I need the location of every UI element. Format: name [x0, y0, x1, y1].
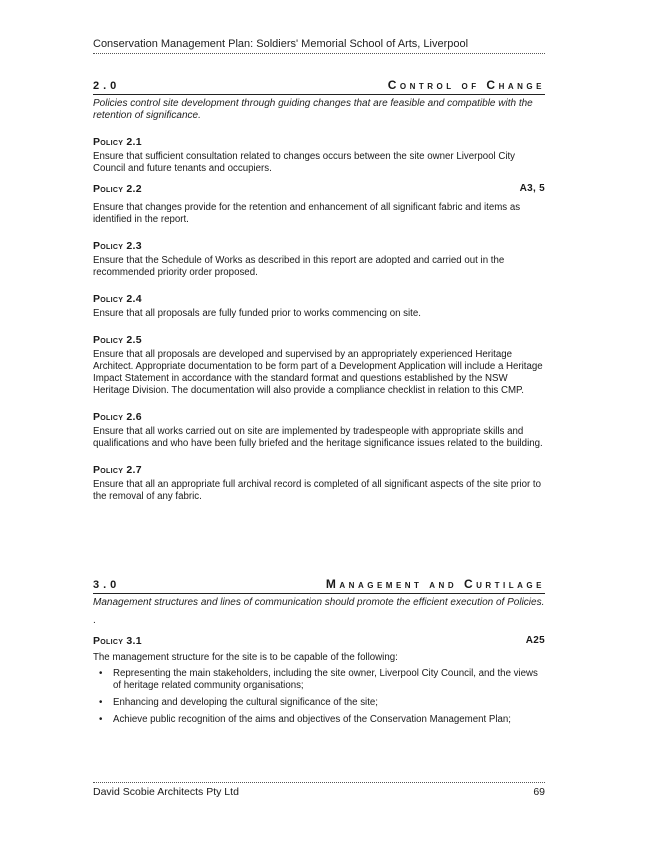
policy-block — [93, 136, 545, 175]
policy-title: Policy 2.5 — [93, 334, 142, 346]
policy-title: Policy 2.1 — [93, 136, 142, 148]
policy-ref: A3, 5 — [519, 183, 545, 194]
section-number: 2.0 — [93, 80, 121, 92]
footer-company: David Scobie Architects Pty Ltd — [93, 786, 239, 798]
policy-block — [93, 635, 545, 726]
policy-block — [93, 293, 545, 320]
section-intro: Policies control site development through guiding changes that are feasible and compatible with the retention of significance. — [93, 98, 533, 121]
page-footer — [93, 782, 545, 798]
policy-title: Policy 3.1 — [93, 635, 142, 647]
policy-text: The management structure for the site is to be capable of the following: — [93, 652, 398, 663]
section-number: 3.0 — [93, 579, 121, 591]
policy-title: Policy 2.7 — [93, 464, 142, 476]
section-management-and-curtilage — [93, 577, 545, 731]
page-number: 69 — [533, 786, 545, 798]
section-heading — [93, 577, 545, 594]
bullet-icon: • — [99, 714, 103, 725]
policy-text: Ensure that all an appropriate full archival record is completed of all significant aspects of the site prior to the removal of any fabric. — [93, 479, 542, 502]
policy-text: Ensure that all works carried out on site are implemented by tradespeople with appropriate skills and qualifications and who have been fully briefed and the heritage significance issues related to the building. — [93, 426, 543, 449]
policy-block — [93, 334, 545, 397]
policy-text: Ensure that all proposals are fully funded prior to works commencing on site. — [93, 308, 421, 319]
running-header: Conservation Management Plan: Soldiers' Memorial School of Arts, Liverpool — [93, 38, 545, 54]
section-title: Control of Change — [387, 78, 545, 92]
policy-text: Ensure that changes provide for the retention and enhancement of all significant fabric and items as identified in the report. — [93, 202, 521, 225]
policy-title: Policy 2.6 — [93, 411, 142, 423]
bullet-list — [93, 668, 545, 726]
policy-title: Policy 2.4 — [93, 293, 142, 305]
policy-title: Policy 2.3 — [93, 240, 142, 252]
stray-mark: . — [93, 615, 96, 626]
policy-block — [93, 464, 545, 503]
list-item: • Representing the main stakeholders, including the site owner, Liverpool City Council, and the views of heritage related community organisations; — [99, 668, 538, 691]
bullet-icon: • — [99, 668, 103, 679]
policy-block — [93, 240, 545, 279]
list-item: • Achieve public recognition of the aims and objectives of the Conservation Management Plan; — [99, 714, 511, 725]
bullet-icon: • — [99, 697, 103, 708]
section-heading — [93, 78, 545, 95]
policy-ref: A25 — [525, 635, 545, 646]
section-intro: Management structures and lines of communication should promote the efficient execution of Policies. — [93, 597, 545, 608]
policy-text: Ensure that the Schedule of Works as described in this report are adopted and carried out in the recommended priority order proposed. — [93, 255, 505, 278]
policy-block — [93, 411, 545, 450]
policy-title: Policy 2.2 — [93, 183, 142, 195]
section-control-of-change — [93, 78, 545, 503]
policy-block — [93, 183, 545, 226]
policy-text: Ensure that sufficient consultation related to changes occurs between the site owner Liverpool City Council and future tenants and occupiers. — [93, 151, 516, 174]
section-title: Management and Curtilage — [325, 577, 545, 591]
policy-text: Ensure that all proposals are developed and supervised by an appropriately experienced Heritage Architect. Appropriate documentation to be form part of a Development Application will include a Heritage Impact Statement in accordance with the standard format and questions established by the NSW Heritage Division. The documentation will also provide a compliance checklist in relation to this CMP. — [93, 349, 543, 396]
list-item: • Enhancing and developing the cultural significance of the site; — [99, 697, 378, 708]
